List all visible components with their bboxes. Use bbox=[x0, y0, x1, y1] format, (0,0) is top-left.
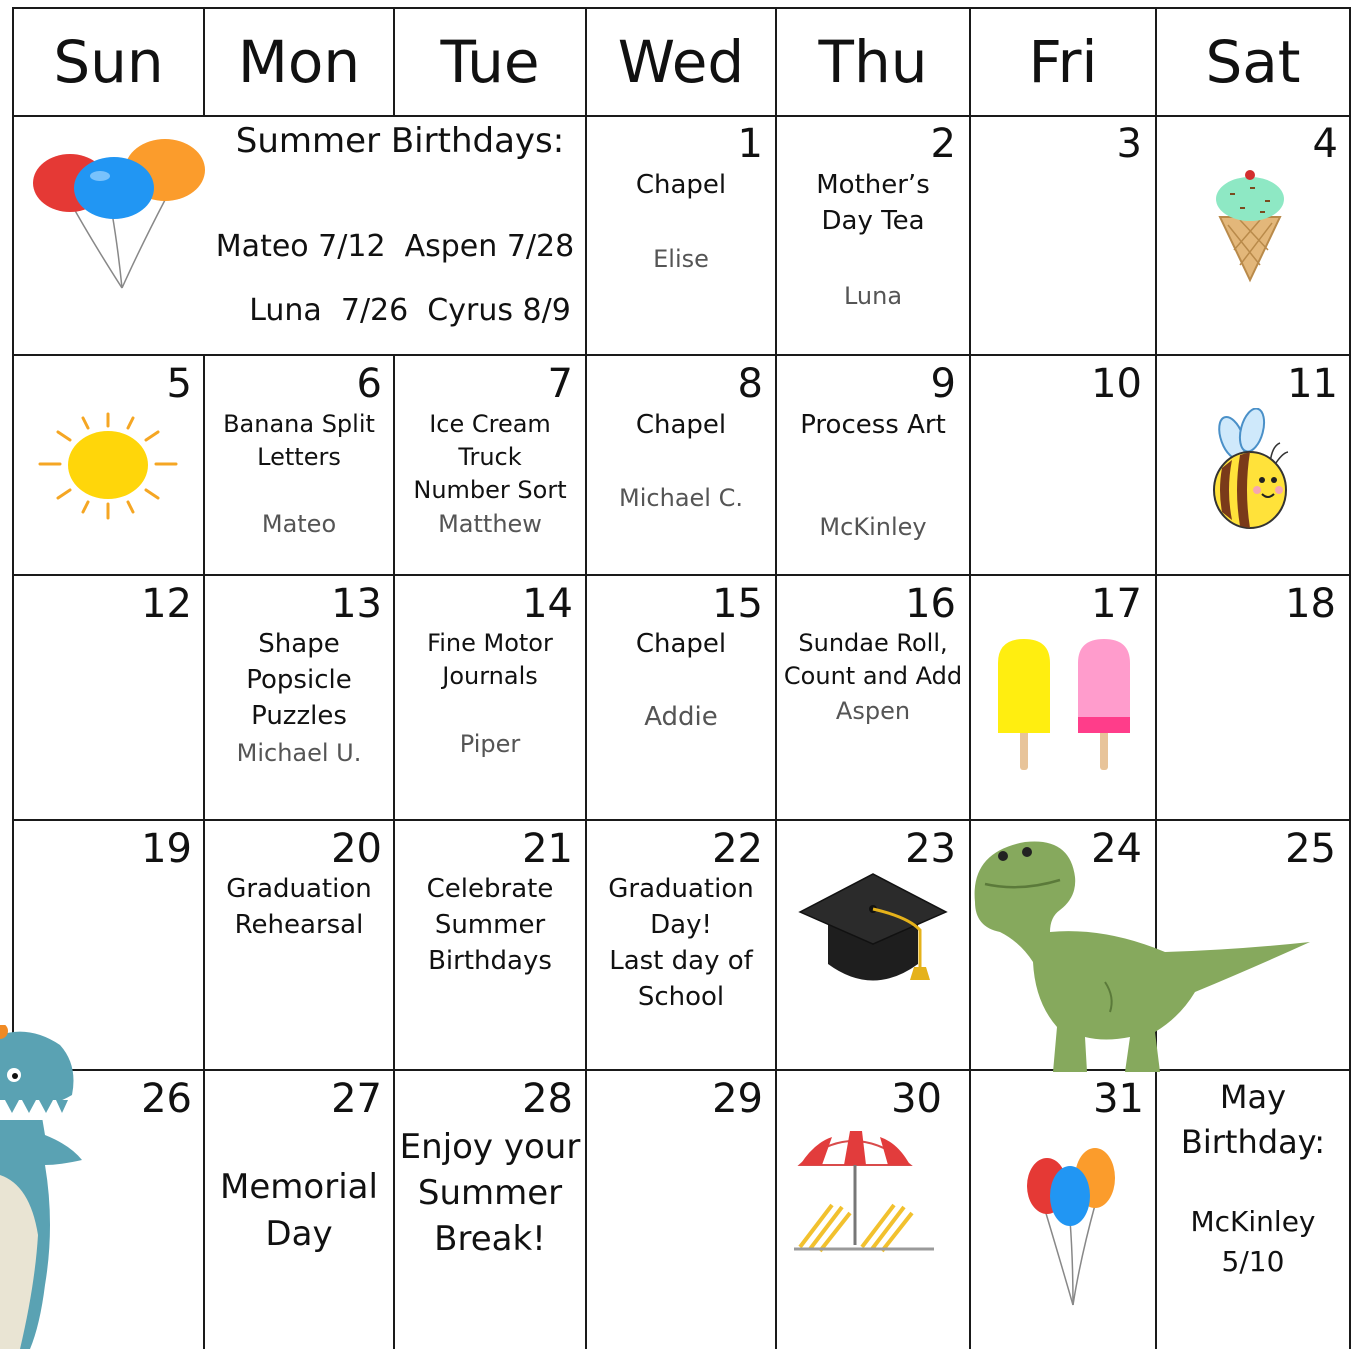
date-number: 12 bbox=[141, 581, 192, 627]
date-number: 13 bbox=[331, 581, 382, 627]
date-number: 26 bbox=[141, 1076, 192, 1122]
birthday-name: Piper bbox=[459, 730, 521, 758]
birthday-name: Michael C. bbox=[619, 484, 743, 512]
event-text: School bbox=[637, 982, 725, 1012]
date-number: 21 bbox=[522, 826, 573, 872]
event-text: Puzzles bbox=[251, 701, 347, 731]
event-text: Fine Motor bbox=[427, 629, 553, 657]
sun-icon bbox=[38, 412, 178, 522]
birthday-name: McKinley bbox=[819, 513, 927, 541]
date-number: 15 bbox=[712, 581, 763, 627]
grid-line bbox=[585, 7, 587, 1349]
date-number: 5 bbox=[166, 361, 192, 407]
event-text: Day! bbox=[650, 910, 712, 940]
summer-birthdays-title: Summer Birthdays: bbox=[235, 121, 565, 161]
date-number: 20 bbox=[331, 826, 382, 872]
date-number: 30 bbox=[891, 1076, 942, 1122]
date-number: 6 bbox=[356, 361, 382, 407]
blue-dinosaur-icon bbox=[0, 1025, 90, 1349]
summer-birthdays-line-2: Luna 7/26 Cyrus 8/9 bbox=[249, 293, 571, 328]
date-number: 29 bbox=[712, 1076, 763, 1122]
event-text: Summer bbox=[417, 1173, 563, 1213]
date-number: 16 bbox=[905, 581, 956, 627]
event-text: Popsicle bbox=[246, 665, 352, 695]
birthday-name: Addie bbox=[644, 702, 718, 732]
event-text: Break! bbox=[434, 1219, 546, 1259]
event-text: Journals bbox=[442, 662, 538, 690]
birthday-name: Mateo bbox=[261, 510, 337, 538]
grid-line bbox=[1349, 7, 1351, 1349]
graduation-cap-icon bbox=[798, 872, 948, 992]
date-number: 3 bbox=[1116, 121, 1142, 167]
date-number: 25 bbox=[1285, 826, 1336, 872]
event-text: Chapel bbox=[635, 410, 727, 440]
date-number: 18 bbox=[1285, 581, 1336, 627]
event-text: Truck bbox=[458, 443, 522, 471]
event-text: Process Art bbox=[800, 410, 946, 440]
event-text: Birthdays bbox=[428, 946, 552, 976]
date-number: 14 bbox=[522, 581, 573, 627]
event-text: Letters bbox=[257, 443, 341, 471]
beach-umbrella-icon bbox=[792, 1125, 937, 1260]
event-text: Mother’s bbox=[816, 170, 930, 200]
event-text: Enjoy your bbox=[399, 1127, 581, 1167]
birthday-name: Matthew bbox=[438, 510, 542, 538]
event-text: Banana Split bbox=[223, 410, 375, 438]
date-number: 9 bbox=[930, 361, 956, 407]
day-header-mon: Mon bbox=[237, 28, 361, 96]
grid-line bbox=[12, 574, 1350, 576]
event-text: Graduation bbox=[608, 874, 754, 904]
date-number: 1 bbox=[737, 121, 763, 167]
may-birthday-title: Birthday: bbox=[1180, 1123, 1326, 1161]
ice-cream-icon bbox=[1210, 165, 1290, 285]
date-number: 4 bbox=[1312, 121, 1338, 167]
event-text: Graduation bbox=[226, 874, 372, 904]
dinosaur-icon bbox=[965, 832, 1315, 1082]
date-number: 2 bbox=[930, 121, 956, 167]
day-header-fri: Fri bbox=[1028, 28, 1098, 96]
event-text: Rehearsal bbox=[234, 910, 364, 940]
date-number: 8 bbox=[737, 361, 763, 407]
event-text: Chapel bbox=[635, 629, 727, 659]
date-number: 27 bbox=[331, 1076, 382, 1122]
birthday-name: McKinley bbox=[1190, 1205, 1316, 1238]
day-header-wed: Wed bbox=[617, 28, 745, 96]
date-number: 17 bbox=[1091, 581, 1142, 627]
date-number: 28 bbox=[522, 1076, 573, 1122]
balloons-icon bbox=[1025, 1140, 1120, 1310]
birthday-name: 5/10 bbox=[1221, 1245, 1285, 1278]
event-text: Day bbox=[265, 1214, 333, 1254]
day-header-tue: Tue bbox=[440, 28, 540, 96]
birthday-name: Luna bbox=[843, 282, 903, 310]
event-text: Ice Cream bbox=[429, 410, 551, 438]
summer-birthdays-line-1: Mateo 7/12 Aspen 7/28 bbox=[215, 229, 575, 264]
birthday-name: Elise bbox=[653, 245, 709, 273]
event-text: Count and Add bbox=[783, 662, 963, 690]
day-header-sun: Sun bbox=[53, 28, 164, 96]
grid-line bbox=[12, 354, 1350, 356]
balloons-icon bbox=[30, 138, 210, 298]
grid-line bbox=[12, 819, 1350, 821]
day-header-sat: Sat bbox=[1205, 28, 1301, 96]
date-number: 24 bbox=[1091, 826, 1142, 872]
event-text: Shape bbox=[258, 629, 340, 659]
popsicles-icon bbox=[996, 635, 1136, 775]
event-text: Day Tea bbox=[821, 206, 925, 236]
event-text: Sundae Roll, bbox=[798, 629, 948, 657]
date-number: 23 bbox=[905, 826, 956, 872]
grid-line bbox=[969, 7, 971, 1349]
date-number: 10 bbox=[1091, 361, 1142, 407]
date-number: 11 bbox=[1287, 361, 1338, 407]
birthday-name: Aspen bbox=[835, 697, 911, 725]
event-text: Number Sort bbox=[413, 476, 567, 504]
event-text: Last day of bbox=[609, 946, 753, 976]
birthday-name: Michael U. bbox=[236, 739, 362, 767]
date-number: 22 bbox=[712, 826, 763, 872]
event-text: Memorial bbox=[220, 1167, 378, 1207]
bee-icon bbox=[1210, 408, 1295, 533]
event-text: Summer bbox=[434, 910, 546, 940]
day-header-thu: Thu bbox=[818, 28, 928, 96]
event-text: Chapel bbox=[635, 170, 727, 200]
event-text: Celebrate bbox=[426, 874, 554, 904]
date-number: 7 bbox=[547, 361, 573, 407]
date-number: 19 bbox=[141, 826, 192, 872]
may-birthday-title: May bbox=[1219, 1078, 1287, 1116]
date-number: 31 bbox=[1093, 1076, 1144, 1122]
